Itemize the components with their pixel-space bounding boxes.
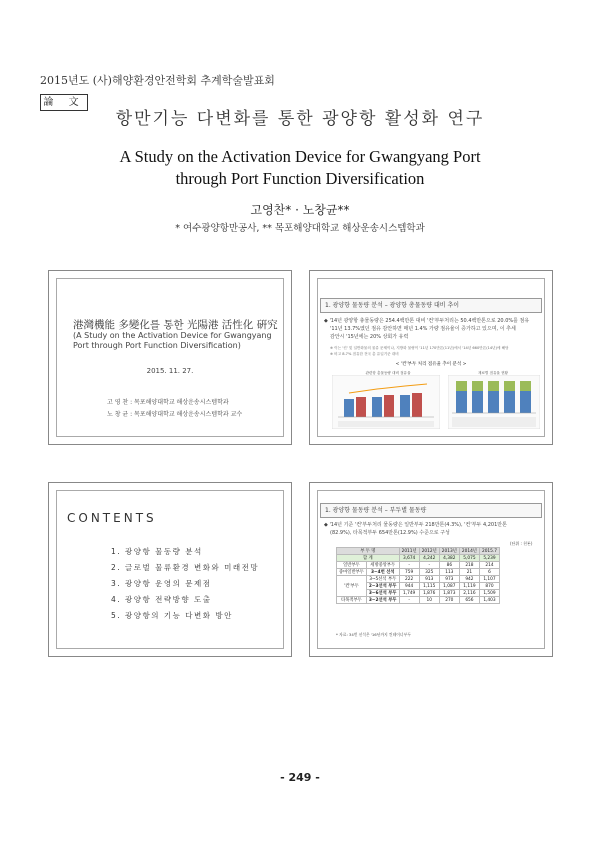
cell: 5,075 — [459, 555, 479, 562]
chart-right-table — [452, 417, 536, 427]
cell: - — [399, 562, 419, 569]
cell: 10 — [419, 597, 439, 604]
page-number: - 249 - — [280, 771, 320, 784]
slide2-note-line2: ※ 비고 8.7% 점유한 전국 총 유입기준 대비 — [330, 352, 399, 356]
cell: 222 — [399, 576, 419, 583]
cell: 1,107 — [479, 576, 499, 583]
slide1-subtitle-line2: Port through Port Function Diversification) — [73, 341, 241, 350]
cell: 913 — [419, 576, 439, 583]
cell: 113 — [439, 569, 459, 576]
cell: 1,403 — [479, 597, 499, 604]
cell: '컨'부두 — [337, 576, 367, 597]
cell: 3~4번 선석 — [366, 569, 399, 576]
chart-left — [332, 375, 440, 429]
th-year: 2014년 — [459, 548, 479, 555]
cell: 1,873 — [439, 590, 459, 597]
bar — [384, 395, 394, 417]
slide2-chart-title: < '컨'부두 처리 점유율 추이 분석 > — [395, 362, 467, 367]
diamond-bullet-icon: ◆ — [324, 318, 330, 324]
slide4-bullet — [324, 521, 546, 537]
cell: 3,674 — [399, 555, 419, 562]
conference-title: 2015년도 (사)해양환경안전학회 추계학술발표회 — [40, 74, 275, 87]
cell: 1,087 — [439, 583, 459, 590]
slide4-heading: 1. 광양항 물동량 분석 – 부두별 물동량 — [320, 503, 542, 518]
cell: 218 — [459, 562, 479, 569]
cell: 21 — [459, 569, 479, 576]
cell: 1,119 — [459, 583, 479, 590]
stacked-bar-4 — [504, 381, 515, 413]
bar — [356, 397, 366, 417]
cell: 656 — [459, 597, 479, 604]
th-year: 2012년 — [419, 548, 439, 555]
cell: 270 — [439, 597, 459, 604]
paper-type-tag: 論 文 — [40, 94, 88, 111]
chart-right-title: 재료별 점유율 현황 — [477, 371, 509, 375]
cell: 합 계 — [337, 555, 400, 562]
slide2-note-line1: ※ 이는 '컨' 및 일반화물의 물류 문제이나, 지방화 물량이 '11년 170만톤(11년)에서 '14년 660만톤(14년)에 해당 — [330, 346, 509, 350]
diamond-bullet-icon: ◆ — [324, 522, 330, 528]
table-row — [337, 569, 500, 576]
cell: 세방중앙부두 — [366, 562, 399, 569]
th-year: 2015.7 — [479, 548, 499, 555]
contents-title: CONTENTS — [67, 511, 157, 525]
cell: 1,749 — [399, 590, 419, 597]
stacked-bar-5 — [520, 381, 531, 413]
slide1-subtitle — [73, 331, 293, 351]
english-title-line1: A Study on the Activation Device for Gwangyang Port — [119, 147, 481, 166]
cell: 중마일반부두 — [337, 569, 367, 576]
affiliations: * 여수광양항만공사, ** 목포해양대학교 해상운송시스템학과 — [175, 223, 425, 234]
slide4-footnote: * 자료: 34번 선석은 '16년까지 컨테이너부두 — [336, 632, 411, 637]
cell: 870 — [479, 583, 499, 590]
chart-left-table — [338, 421, 434, 427]
table-row — [337, 576, 500, 583]
chart-right — [448, 375, 540, 429]
stacked-bar-1 — [456, 381, 467, 413]
cell: 214 — [479, 562, 499, 569]
table-row — [337, 555, 500, 562]
slide1-title: 港灣機能 多變化를 통한 光陽港 活性化 硏究 — [73, 319, 278, 331]
cell: 2~3선석 부두 — [366, 583, 399, 590]
stacked-bar-2 — [472, 381, 483, 413]
berth-cargo-table — [336, 547, 500, 604]
toc-item: 1. 광양항 물동량 분석 — [111, 547, 203, 556]
slide2-bullet — [324, 317, 546, 341]
cell: 3~5선석 부두 — [366, 576, 399, 583]
cell: 타목적부두 — [337, 597, 367, 604]
cell: 86 — [439, 562, 459, 569]
slide2-bullet-line3: 감안시 '15년에는 20% 상회가 유력 — [330, 334, 409, 340]
toc-item: 4. 광양항 전략방향 도출 — [111, 595, 212, 604]
slide-cargo-trend — [309, 270, 553, 445]
slide1-author1: 고 영 찬 : 목포해양대학교 해상운송시스템학과 — [107, 399, 229, 406]
table-row — [337, 562, 500, 569]
cell: - — [419, 562, 439, 569]
bar — [344, 399, 354, 417]
cell: 944 — [399, 583, 419, 590]
th-year: 2011년 — [399, 548, 419, 555]
th-year: 2013년 — [439, 548, 459, 555]
slide1-date: 2015. 11. 27. — [146, 367, 194, 375]
korean-title: 항만기능 다변화를 통한 광양항 활성화 연구 — [115, 109, 485, 129]
bar — [372, 397, 382, 417]
toc-item: 3. 광양항 운영의 문제점 — [111, 579, 212, 588]
authors: 고영찬* · 노창균** — [250, 203, 350, 217]
cell: 2,116 — [459, 590, 479, 597]
slide-berth-cargo — [309, 482, 553, 657]
cell: 325 — [419, 569, 439, 576]
english-title-line2: through Port Function Diversification — [175, 169, 425, 188]
cell: 3~2선석 부두 — [366, 597, 399, 604]
bar — [412, 393, 422, 417]
cell: 973 — [439, 576, 459, 583]
slide2-bullet-line2: '11년 13.7%였던 점유 감안하면 매년 1.4% 가량 점유율이 증가하고 있으며, 이 추세 — [330, 326, 516, 332]
slide4-unit: (단위 : 천톤) — [510, 541, 533, 546]
slide4-bullet-line1: ◆ '14년 기준 '컨'부두처리 물동량은 일반부두 218만톤(4.3%), '컨'부두 4,201만톤 — [324, 522, 507, 528]
slide2-bullet-line1: ◆ '14년 광양항 총물동량은 254.4백만톤 대비 '컨'부두처리는 50.4백만톤으로 20.0%를 점유 — [324, 318, 530, 324]
cell: 759 — [399, 569, 419, 576]
slide1-author2: 노 창 균 : 목포해양대학교 해상운송시스템학과 교수 — [107, 411, 243, 418]
slide2-heading: 1. 광양항 물동량 분석 – 광양항 총물동량 대비 추이 — [320, 298, 542, 313]
chart-left-title: 관련항 총물동량 대비 점유율 — [365, 371, 411, 375]
cell: 1,876 — [419, 590, 439, 597]
cell: 1,509 — [479, 590, 499, 597]
slide1-subtitle-line1: (A Study on the Activation Device for Gwangyang — [73, 331, 272, 340]
bar — [400, 395, 410, 417]
cell: 일반부두 — [337, 562, 367, 569]
english-title — [0, 146, 600, 190]
cell: 5,239 — [479, 555, 499, 562]
slide2-note — [330, 345, 540, 357]
cell: 942 — [459, 576, 479, 583]
slide-contents — [48, 482, 292, 657]
cell: 1,115 — [419, 583, 439, 590]
table-row — [337, 597, 500, 604]
th-berth: 부 두 명 — [337, 548, 400, 555]
slide-title — [48, 270, 292, 445]
cell: 3~6선석 부두 — [366, 590, 399, 597]
toc-item: 5. 광양항의 기능 다변화 방안 — [111, 611, 233, 620]
slide4-bullet-line2: (82.9%), 타목적부두 654만톤(12.9%) 수준으로 구성 — [330, 530, 450, 536]
cell: - — [399, 597, 419, 604]
toc-item: 2. 글로벌 물류환경 변화와 미래전망 — [111, 563, 260, 572]
cell: 4,382 — [439, 555, 459, 562]
table-header-row — [337, 548, 500, 555]
stacked-bar-3 — [488, 381, 499, 413]
cell: 6 — [479, 569, 499, 576]
cell: 4,242 — [419, 555, 439, 562]
